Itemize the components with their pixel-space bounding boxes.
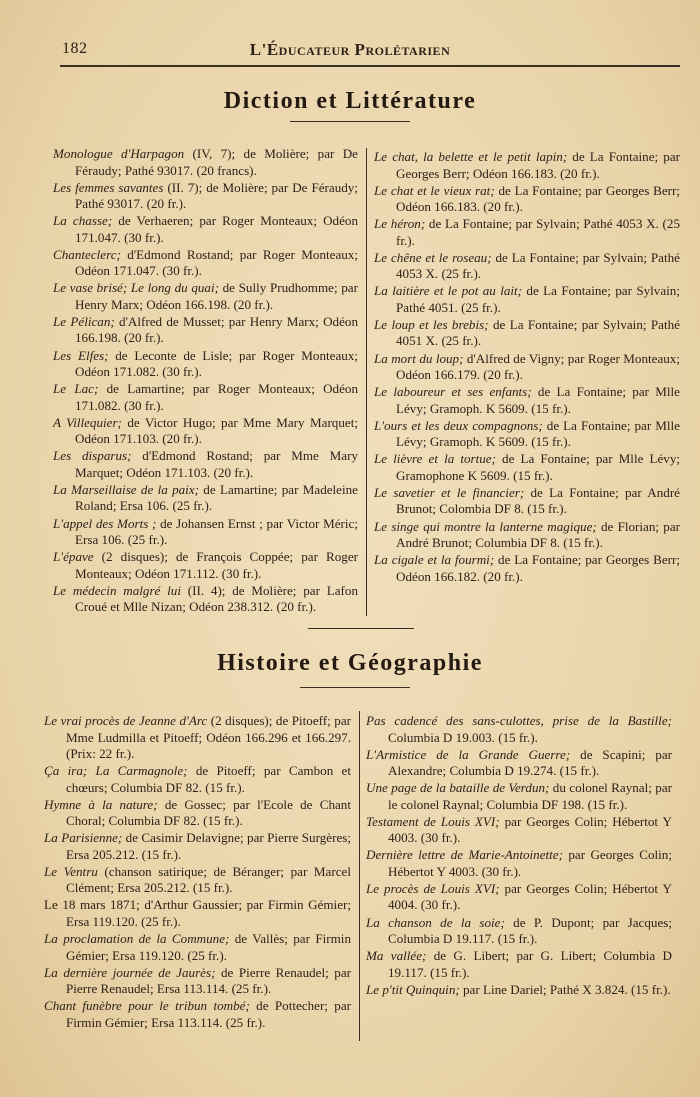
record-title: Le vase brisé; Le long du quai; bbox=[53, 280, 219, 296]
record-title: Le vrai procès de Jeanne d'Arc bbox=[44, 713, 208, 728]
record-entry bbox=[44, 998, 351, 1031]
record-title: L'épave bbox=[53, 549, 94, 565]
record-entry bbox=[366, 847, 672, 880]
section-title-rule bbox=[290, 121, 410, 122]
record-entry bbox=[44, 965, 351, 998]
record-title: Le lièvre et la tortue; bbox=[374, 451, 496, 467]
column-divider bbox=[359, 711, 360, 1041]
record-entry bbox=[374, 552, 680, 585]
page-header bbox=[0, 0, 700, 70]
record-entry bbox=[374, 519, 680, 552]
record-title: Le savetier et le financier; bbox=[374, 484, 525, 500]
journal-title-part-4: rolétarien bbox=[365, 40, 451, 59]
record-details: de La Fontaine; par Mlle Lévy; Gramophone K 5609. (15 fr.). bbox=[396, 451, 680, 483]
record-title: La chanson de la soie; bbox=[366, 914, 505, 930]
record-entry bbox=[366, 948, 672, 981]
record-details: de La Fontaine; par Georges Berr; Odéon 166.183. (20 fr.). bbox=[396, 182, 680, 215]
record-details: d'Alfred de Vigny; par Roger Monteaux; Odéon 166.179. (20 fr.). bbox=[396, 350, 680, 383]
record-title: Ça ira; La Carmagnole; bbox=[44, 763, 188, 779]
record-details: de Johansen Ernst ; par Victor Méric; Ersa 106. (25 fr.). bbox=[75, 515, 358, 548]
section1-left-column bbox=[53, 146, 358, 616]
section1-right-column bbox=[374, 149, 680, 586]
record-entry bbox=[374, 485, 680, 518]
header-rule bbox=[60, 65, 680, 67]
record-entry bbox=[374, 250, 680, 283]
record-details: de Lamartine; par Madeleine Roland; Ersa 106. (25 fr.). bbox=[75, 481, 358, 514]
record-entry bbox=[44, 864, 351, 897]
record-details: de Gossec; par l'Ecole de Chant Choral; Columbia DF 82. (15 fr.). bbox=[66, 796, 351, 829]
record-entry bbox=[44, 797, 351, 830]
record-details: de Pierre Renaudel; par Pierre Renaudel; Ersa 113.114. (25 fr.). bbox=[66, 964, 351, 997]
record-entry bbox=[366, 881, 672, 914]
record-entry bbox=[53, 180, 358, 213]
record-title: Le loup et les brebis; bbox=[374, 316, 489, 332]
record-entry bbox=[374, 418, 680, 451]
record-details: Columbia D 19.003. (15 fr.). bbox=[388, 729, 538, 745]
record-title: Le chat, la belette et le petit lapin; bbox=[374, 149, 568, 164]
record-entry bbox=[374, 351, 680, 384]
record-title: Le Lac; bbox=[53, 381, 99, 397]
record-entry bbox=[53, 314, 358, 347]
record-entry bbox=[53, 583, 358, 616]
record-details: de La Fontaine; par Sylvain; Pathé 4051. (25 fr.). bbox=[396, 283, 680, 315]
record-entry bbox=[53, 516, 358, 549]
record-entry bbox=[53, 415, 358, 448]
record-title: Ma vallée; bbox=[366, 948, 427, 964]
record-entry bbox=[53, 213, 358, 246]
record-entry bbox=[53, 146, 358, 179]
section-title-diction: Diction et Littérature bbox=[223, 88, 477, 114]
record-title: Les disparus; bbox=[53, 448, 132, 464]
record-details: (II. 4); de Molière; par Lafon Croué et Mlle Nizan; Odéon 238.312. (20 fr.). bbox=[75, 582, 358, 615]
journal-title-part-1: L'É bbox=[249, 40, 279, 59]
record-title: Le singe qui montre la lanterne magique; bbox=[374, 518, 597, 534]
journal-title-part-3: P bbox=[349, 40, 366, 59]
record-details: de Pitoeff; par Cambon et chœurs; Columbia DF 82. (15 fr.). bbox=[66, 763, 351, 795]
record-details: (IV, 7); de Molière; par De Féraudy; Pathé 93017. (20 francs). bbox=[75, 146, 358, 178]
section2-right-column bbox=[366, 713, 672, 999]
record-title: Le Ventru bbox=[44, 863, 98, 879]
record-title: Le procès de Louis XVI; bbox=[366, 880, 500, 896]
record-details: de Sully Prudhomme; par Henry Marx; Odéon 166.198. (20 fr.). bbox=[75, 280, 358, 312]
record-title: La proclamation de la Commune; bbox=[44, 931, 230, 947]
record-title: Testament de Louis XVI; bbox=[366, 813, 500, 829]
record-entry bbox=[374, 384, 680, 417]
record-title: Le Pélican; bbox=[53, 313, 115, 329]
record-title: La Marseillaise de la paix; bbox=[53, 481, 199, 497]
record-details: par Georges Colin; Hébertot Y 4003. (30 fr.). bbox=[388, 847, 672, 879]
record-entry bbox=[366, 915, 672, 948]
record-details: (II. 7); de Molière; par De Féraudy; Pathé 93017. (20 fr.). bbox=[75, 179, 358, 212]
section2-left-column bbox=[44, 713, 351, 1032]
record-details: par Georges Colin; Hébertot Y 4003. (30 fr.). bbox=[388, 813, 672, 846]
record-details: (2 disques); de Pitoeff; par Mme Ludmilla et Pitoeff; Odéon 166.296 et 166.297. (Prix: 22 fr.). bbox=[66, 713, 351, 761]
record-details: de La Fontaine; par Mlle Lévy; Gramoph. K 5609. (15 fr.). bbox=[396, 417, 680, 450]
record-details: de G. Libert; par G. Libert; Columbia D 19.117. (15 fr.). bbox=[388, 948, 672, 980]
record-details: de Casimir Delavigne; par Pierre Surgères; Ersa 205.212. (15 fr.). bbox=[66, 830, 351, 862]
record-details: de Leconte de Lisle; par Roger Monteaux; Odéon 171.082. (30 fr.). bbox=[75, 347, 358, 380]
record-details: (chanson satirique; de Béranger; par Marcel Clément; Ersa 205.212. (15 fr.). bbox=[66, 863, 351, 896]
record-details: d'Edmond Rostand; par Roger Monteaux; Odéon 171.047. (30 fr.). bbox=[75, 246, 358, 279]
record-title: Une page de la bataille de Verdun; bbox=[366, 780, 550, 796]
record-title: Pas cadencé des sans-culottes, prise de la Bastille; bbox=[366, 713, 672, 728]
record-entry bbox=[366, 814, 672, 847]
record-details: de La Fontaine; par Georges Berr; Odéon 166.182. (20 fr.). bbox=[396, 552, 680, 584]
record-entry bbox=[374, 216, 680, 249]
record-details: de Vallès; par Firmin Gémier; Ersa 119.120. (25 fr.). bbox=[66, 931, 351, 963]
record-entry bbox=[374, 183, 680, 216]
record-entry bbox=[53, 348, 358, 381]
record-details: de La Fontaine; par Georges Berr; Odéon 166.183. (20 fr.). bbox=[396, 149, 680, 181]
section-title-histoire: Histoire et Géographie bbox=[217, 650, 483, 676]
record-entry bbox=[366, 713, 672, 746]
record-title: Les femmes savantes bbox=[53, 179, 164, 195]
record-details: de La Fontaine; par André Brunot; Colombia DF 8. (15 fr.). bbox=[396, 484, 680, 517]
record-details: de Florian; par André Brunot; Columbia DF 8. (15 fr.). bbox=[396, 518, 680, 551]
record-entry bbox=[53, 549, 358, 582]
record-details: de La Fontaine; par Mlle Lévy; Gramoph. K 5609. (15 fr.). bbox=[396, 384, 680, 416]
record-title: A Villequier; bbox=[53, 414, 122, 430]
record-title: L'ours et les deux compagnons; bbox=[374, 417, 543, 433]
record-title: Monologue d'Harpagon bbox=[53, 146, 185, 161]
record-entry bbox=[53, 448, 358, 481]
section-separator bbox=[308, 628, 414, 629]
record-entry bbox=[53, 381, 358, 414]
section-title-rule bbox=[300, 687, 410, 688]
record-details: d'Alfred de Musset; par Henry Marx; Odéon 166.198. (20 fr.). bbox=[75, 313, 358, 346]
journal-title bbox=[0, 40, 700, 60]
record-entry bbox=[53, 247, 358, 280]
record-details: par Line Dariel; Pathé X 3.824. (15 fr.). bbox=[459, 981, 671, 997]
record-title: Le laboureur et ses enfants; bbox=[374, 384, 532, 400]
record-title: Le héron; bbox=[374, 216, 426, 232]
record-title: Les Elfes; bbox=[53, 347, 109, 363]
record-entry bbox=[53, 280, 358, 313]
record-entry bbox=[374, 317, 680, 350]
record-details: d'Edmond Rostand; par Mme Mary Marquet; Odéon 171.103. (20 fr.). bbox=[75, 448, 359, 480]
page-number: 182 bbox=[62, 40, 88, 57]
record-details: (2 disques); de François Coppée; par Roger Monteaux; Odéon 171.112. (30 fr.). bbox=[75, 549, 358, 581]
record-title: Le chêne et le roseau; bbox=[374, 249, 492, 265]
record-title: La dernière journée de Jaurès; bbox=[44, 964, 216, 980]
record-title: Dernière lettre de Marie-Antoinette; bbox=[366, 847, 563, 863]
record-entry bbox=[374, 283, 680, 316]
record-title: La chasse; bbox=[53, 213, 113, 229]
record-title: La laitière et le pot au lait; bbox=[374, 283, 523, 299]
record-entry bbox=[44, 830, 351, 863]
record-title: La Parisienne; bbox=[44, 830, 123, 846]
record-title: Chant funèbre pour le tribun tombé; bbox=[44, 998, 250, 1014]
record-details: de P. Dupont; par Jacques; Columbia D 19.117. (15 fr.). bbox=[388, 914, 673, 947]
record-title: Hymne à la nature; bbox=[44, 796, 158, 812]
record-details: de La Fontaine; par Sylvain; Pathé 4053 X. (25 fr.). bbox=[396, 216, 680, 248]
column-divider bbox=[366, 148, 367, 616]
record-entry bbox=[44, 897, 351, 930]
record-entry bbox=[53, 482, 358, 515]
record-entry bbox=[44, 931, 351, 964]
record-entry bbox=[374, 451, 680, 484]
record-entry bbox=[44, 713, 351, 763]
record-entry bbox=[44, 763, 351, 796]
record-entry bbox=[366, 747, 672, 780]
record-title: La cigale et la fourmi; bbox=[374, 552, 495, 568]
record-title: Le p'tit Quinquin; bbox=[366, 981, 460, 997]
record-title: Le médecin malgré lui bbox=[53, 582, 181, 598]
record-entry bbox=[366, 982, 672, 999]
record-details: de Lamartine; par Roger Monteaux; Odéon 171.082. (30 fr.). bbox=[75, 381, 358, 413]
record-details: Le 18 mars 1871; d'Arthur Gaussier; par Firmin Gémier; Ersa 119.120. (25 fr.). bbox=[44, 897, 351, 929]
record-details: de Victor Hugo; par Mme Mary Marquet; Odéon 171.103. (20 fr.). bbox=[75, 414, 358, 447]
record-title: Chanteclerc; bbox=[53, 246, 121, 262]
record-details: de Scapini; par Alexandre; Columbia D 19.274. (15 fr.). bbox=[388, 746, 672, 779]
record-details: du colonel Raynal; par le colonel Raynal; Columbia DF 198. (15 fr.). bbox=[388, 780, 672, 812]
record-title: La mort du loup; bbox=[374, 350, 464, 366]
record-details: de La Fontaine; par Sylvain; Pathé 4053 X. (25 fr.). bbox=[396, 249, 680, 282]
record-title: L'appel des Morts ; bbox=[53, 515, 157, 531]
record-details: de Pottecher; par Firmin Gémier; Ersa 113.114. (25 fr.). bbox=[66, 998, 352, 1030]
record-details: de Verhaeren; par Roger Monteaux; Odéon 171.047. (30 fr.). bbox=[75, 213, 358, 245]
record-details: par Georges Colin; Hébertot Y 4004. (30 fr.). bbox=[388, 880, 673, 913]
record-title: L'Armistice de la Grande Guerre; bbox=[366, 746, 571, 762]
record-entry bbox=[374, 149, 680, 182]
record-details: de La Fontaine; par Sylvain; Pathé 4051 X. (25 fr.). bbox=[396, 316, 680, 349]
record-title: Le chat et le vieux rat; bbox=[374, 182, 495, 198]
record-entry bbox=[366, 780, 672, 813]
journal-title-part-2: ducateur bbox=[278, 40, 350, 59]
